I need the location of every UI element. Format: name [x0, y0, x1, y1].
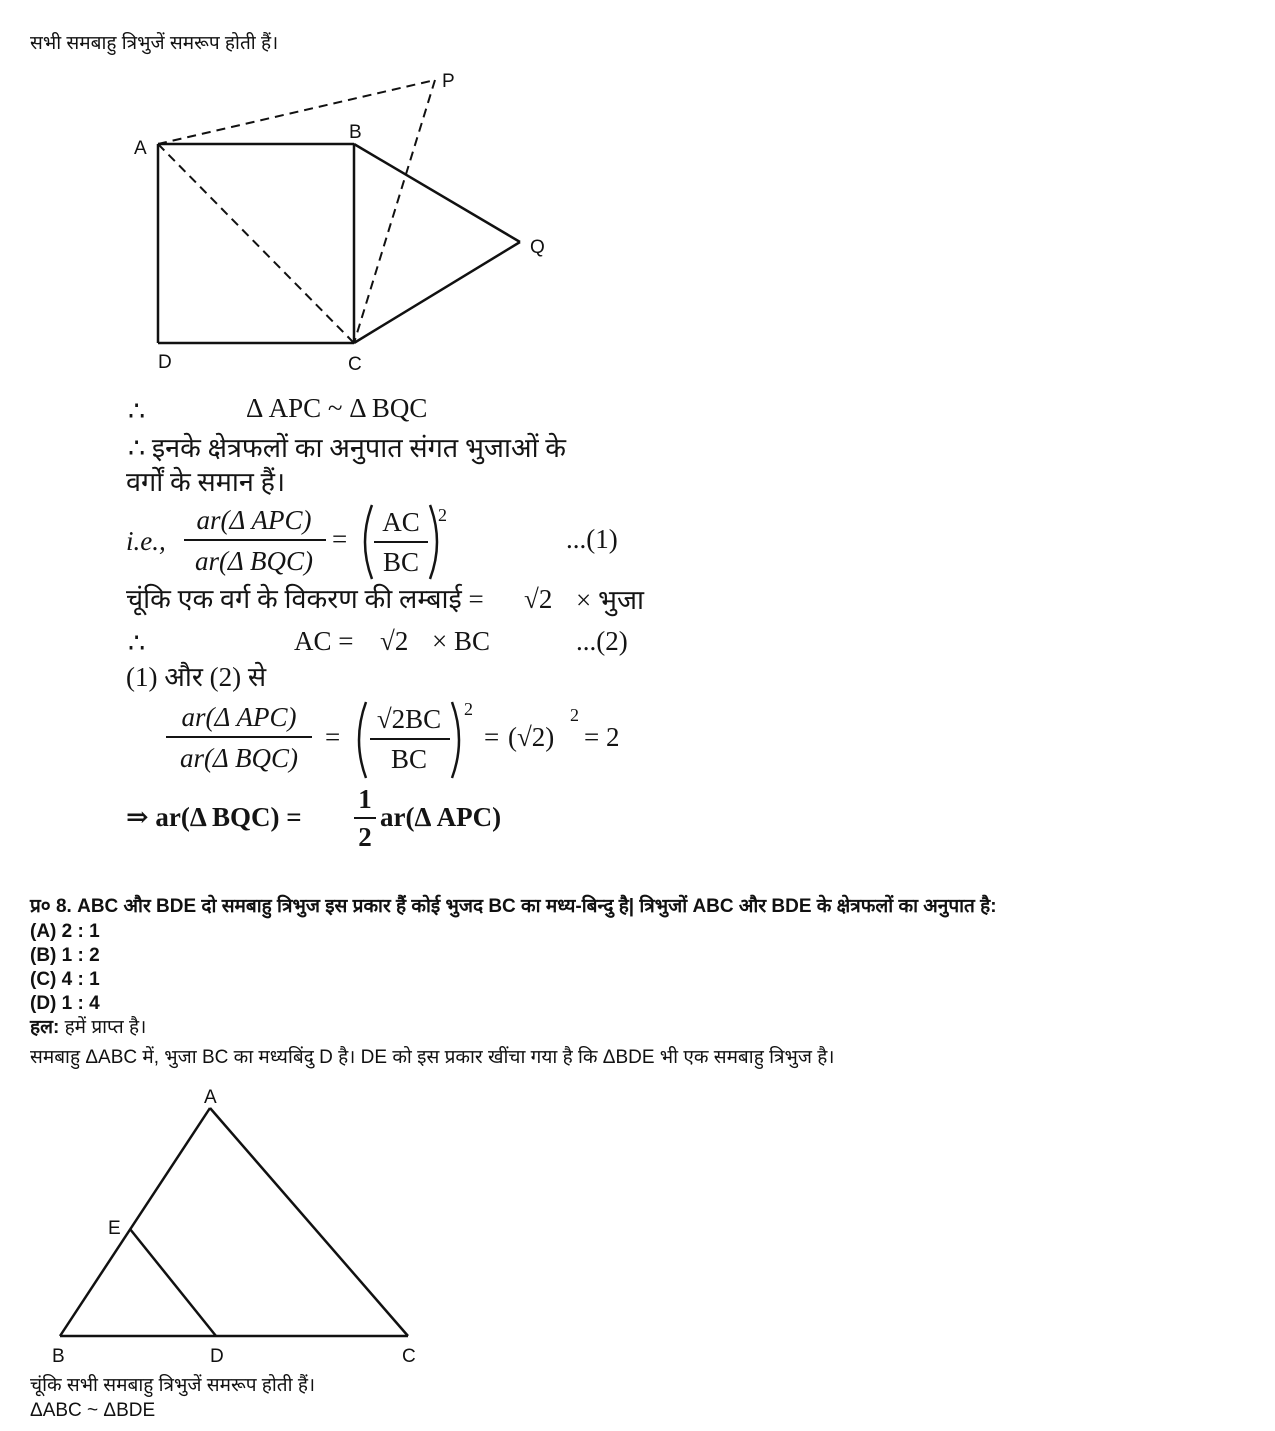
label-b-2: B: [52, 1346, 65, 1367]
sqrt-two-2: √2: [380, 626, 409, 656]
eq1-numerator: ar(Δ APC): [196, 505, 312, 535]
label-b: B: [349, 122, 362, 143]
eq1-fraction-bar: [184, 539, 326, 541]
eq3-equals: =: [325, 722, 341, 752]
side-pc: [354, 80, 435, 343]
label-p: P: [442, 71, 455, 92]
therefore-symbol: ∴: [128, 396, 146, 426]
eq3-rhs-numerator: √2BC: [376, 704, 442, 734]
sqrt-two: √2: [524, 584, 553, 614]
eq1-exponent: 2: [438, 505, 447, 525]
eq1-equals: =: [332, 524, 348, 554]
final-rhs: ar(Δ APC): [380, 802, 502, 832]
eq3-rhs-denominator: BC: [390, 744, 428, 774]
label-d: D: [158, 352, 172, 373]
eq3-denominator: ar(Δ BQC): [179, 743, 299, 773]
eq3-numerator: ar(Δ APC): [181, 702, 297, 732]
eq3-rhs-bar: [370, 738, 450, 740]
eq1-rhs-denominator: BC: [382, 547, 420, 577]
label-q: Q: [530, 237, 545, 258]
option-c: (C) 4 : 1: [30, 969, 100, 990]
label-e: E: [108, 1218, 121, 1239]
from-1-and-2: (1) और (2) से: [126, 662, 267, 692]
side-ac-2: [210, 1108, 408, 1336]
eq3-exponent: 2: [464, 699, 473, 719]
label-d-2: D: [210, 1346, 224, 1367]
eq3-result: = 2: [584, 722, 620, 752]
label-c-2: C: [402, 1346, 416, 1367]
figure-square-diagram: [120, 65, 560, 385]
side-ap: [158, 80, 435, 144]
diagonal-ac: [158, 144, 354, 343]
eq1-reference: ...(1): [566, 524, 618, 554]
label-c: C: [348, 354, 362, 375]
similarity-statement: Δ APC ~ Δ BQC: [246, 393, 428, 423]
derivation-line-2: ∴ इनके क्षेत्रफलों का अनुपात संगत भुजाओं के: [128, 433, 567, 463]
side-bq: [354, 144, 520, 242]
solution-line-2: समबाहु ΔABC में, भुजा BC का मध्यबिंदु D है। DE को इस प्रकार खींचा गया है कि ΔBDE भी एक समबाहु त्रिभुज है।: [30, 1047, 835, 1068]
figure-triangle-diagram: [40, 1078, 440, 1370]
conclusion-line-2: ΔABC ~ ΔBDE: [30, 1400, 156, 1421]
conclusion-line-1: चूंकि सभी समबाहु त्रिभुजें समरूप होती हैं।: [30, 1375, 316, 1396]
ie-label: i.e.,: [126, 526, 166, 556]
times-bc: × BC: [432, 626, 490, 656]
times-side: × भुजा: [576, 585, 644, 615]
eq3-equals-2: =: [484, 722, 500, 752]
option-b: (B) 1 : 2: [30, 945, 100, 966]
eq1-rhs-numerator: AC: [382, 507, 420, 537]
therefore-symbol-2: ∴: [128, 628, 146, 658]
eq1-denominator: ar(Δ BQC): [194, 546, 314, 576]
side-qc: [354, 242, 520, 343]
option-d: (D) 1 : 4: [30, 993, 100, 1014]
eq3-left-paren: [350, 700, 370, 780]
eq3-sqrt-exponent: 2: [570, 705, 579, 725]
eq2-reference: ...(2): [576, 626, 628, 656]
final-numerator: 1: [358, 784, 372, 814]
ac-equals: AC =: [294, 626, 354, 656]
side-de: [130, 1229, 216, 1336]
solution-label: हल:: [30, 1017, 60, 1038]
final-fraction-bar: [354, 817, 376, 819]
solution-given: हमें प्राप्त है।: [59, 1017, 147, 1038]
solution-intro: [30, 1016, 146, 1040]
eq1-rhs-bar: [374, 541, 428, 543]
diagonal-statement: चूंकि एक वर्ग के विकरण की लम्बाई =: [126, 584, 484, 614]
question-text: प्र० 8. ABC और BDE दो समबाहु त्रिभुज इस प्रकार हैं कोई भुजद BC का मध्य-बिन्दु है| त्रिभुजों ABC और BDE के क्षेत्रफलों का अनुपात है:: [30, 896, 997, 917]
label-a-2: A: [204, 1087, 217, 1108]
label-a: A: [134, 138, 147, 159]
intro-line: सभी समबाहु त्रिभुजें समरूप होती हैं।: [30, 33, 279, 54]
eq3-fraction-bar: [166, 736, 312, 738]
final-lhs: ⇒ ar(Δ BQC) =: [126, 802, 302, 832]
eq1-left-paren: [356, 503, 376, 581]
derivation-line-3: वर्गों के समान हैं।: [126, 467, 286, 497]
final-denominator: 2: [358, 822, 372, 852]
eq3-sqrt-paren: (√2): [508, 722, 555, 752]
option-a: (A) 2 : 1: [30, 921, 100, 942]
